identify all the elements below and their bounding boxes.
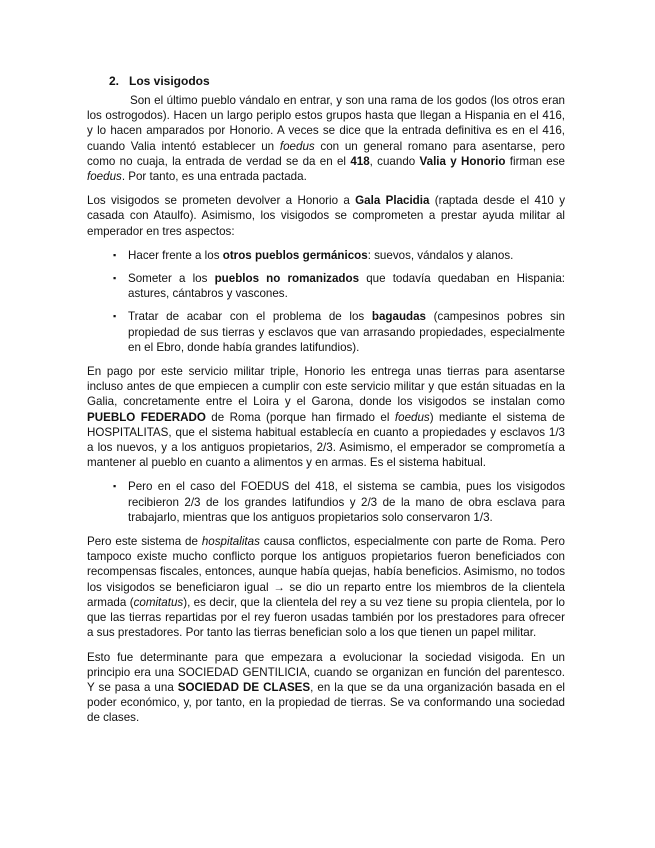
aspects-list [87, 248, 565, 355]
list-item: ▪ Hacer frente a los otros pueblos germánicos: suevos, vándalos y alanos. [113, 248, 514, 262]
list-item: ▪ Someter a los pueblos no romanizados que todavía quedaban en Hispania: astures, cántabros y vascones. [113, 272, 566, 301]
document-body [87, 74, 565, 735]
bullet-icon: ▪ [113, 273, 117, 284]
section-heading [109, 74, 565, 89]
paragraph-5: Esto fue determinante para que empezara a evolucionar la sociedad visigoda. En un principio era una SOCIEDAD GENTILICIA, cuando se organizan en función del parentesco. Y se pasa a una SOCIEDAD DE CLASES, en la que se da una organización basada en el poder económico, y, por tanto, en la propiedad de tierras. Se va conformando una sociedad de clases. [87, 650, 565, 725]
list-item: ▪ Pero en el caso del FOEDUS del 418, el sistema se cambia, pues los visigodos recibieron 2/3 de los grandes latifundios y 2/3 de la mano de obra esclava para trabajarlo, mientras que los antiguos propietarios solo conservaron 1/3. [113, 480, 565, 524]
section-title: Los visigodos [129, 74, 210, 88]
paragraph-2: Los visigodos se prometen devolver a Honorio a Gala Placidia (raptada desde el 410 y casada con Ataulfo). Asimismo, los visigodos se comprometen a prestar ayuda militar al emperador en tres aspectos: [87, 194, 565, 238]
bullet-icon: ▪ [113, 481, 117, 492]
bullet-icon: ▪ [113, 249, 117, 260]
section-number: 2. [109, 74, 120, 88]
paragraph-4: Pero este sistema de hospitalitas causa conflictos, especialmente con parte de Roma. Pero tampoco existe mucho conflicto porque los antiguos propietarios fueron beneficiados con recompensas fiscales, entonces, aunque había quejas, había beneficios. Asimismo, no todos los visigodos se beneficiaron igual → se dio un reparto entre los miembros de la clientela armada (comitatus), es decir, que la clientela del rey a su vez tiene su propia clientela, por lo que las tierras repartidas por el rey fueron usadas también por los prestadores para ofrecer a sus prestadores. Por tanto las tierras benefician solo a los que tienen un papel militar. [87, 535, 565, 640]
foedus-list [87, 479, 565, 525]
paragraph-3: En pago por este servicio militar triple, Honorio les entrega unas tierras para asentarse incluso antes de que empiecen a cumplir con este servicio militar y que están situadas en la Galia, concretamente entre el Loira y el Garona, donde los visigodos se instalan como PUEBLO FEDERADO de Roma (porque han firmado el foedus) mediante el sistema de HOSPITALITAS, que el sistema habitual establecía en cuanto a propiedades y esclavos 1/3 a los nuevos, y a los antiguos propietarios, 2/3. Asimismo, el emperador se comprometía a mantener al pueblo en cuanto a alimentos y en armas. Es el sistema habitual. [87, 365, 565, 470]
paragraph-1: Son el último pueblo vándalo en entrar, y son una rama de los godos (los otros eran los ostrogodos). Hacen un largo periplo estos grupos hasta que llegan a Hispania en el 416, y lo hacen amparados por Honorio. A veces se dice que la entrada definitiva es en el 416, cuando Valia intentó establecer un foedus con un general romano para asentarse, pero como no cuaja, la entrada de verdad se da en el 418, cuando Valia y Honorio firman ese foedus. Por tanto, es una entrada pactada. [87, 94, 566, 184]
list-item: ▪ Tratar de acabar con el problema de los bagaudas (campesinos pobres sin propiedad de sus tierras y esclavos que van arrasando propiedades, especialmente en el Ebro, donde había grandes latifundios). [113, 310, 565, 354]
bullet-icon: ▪ [113, 311, 117, 322]
